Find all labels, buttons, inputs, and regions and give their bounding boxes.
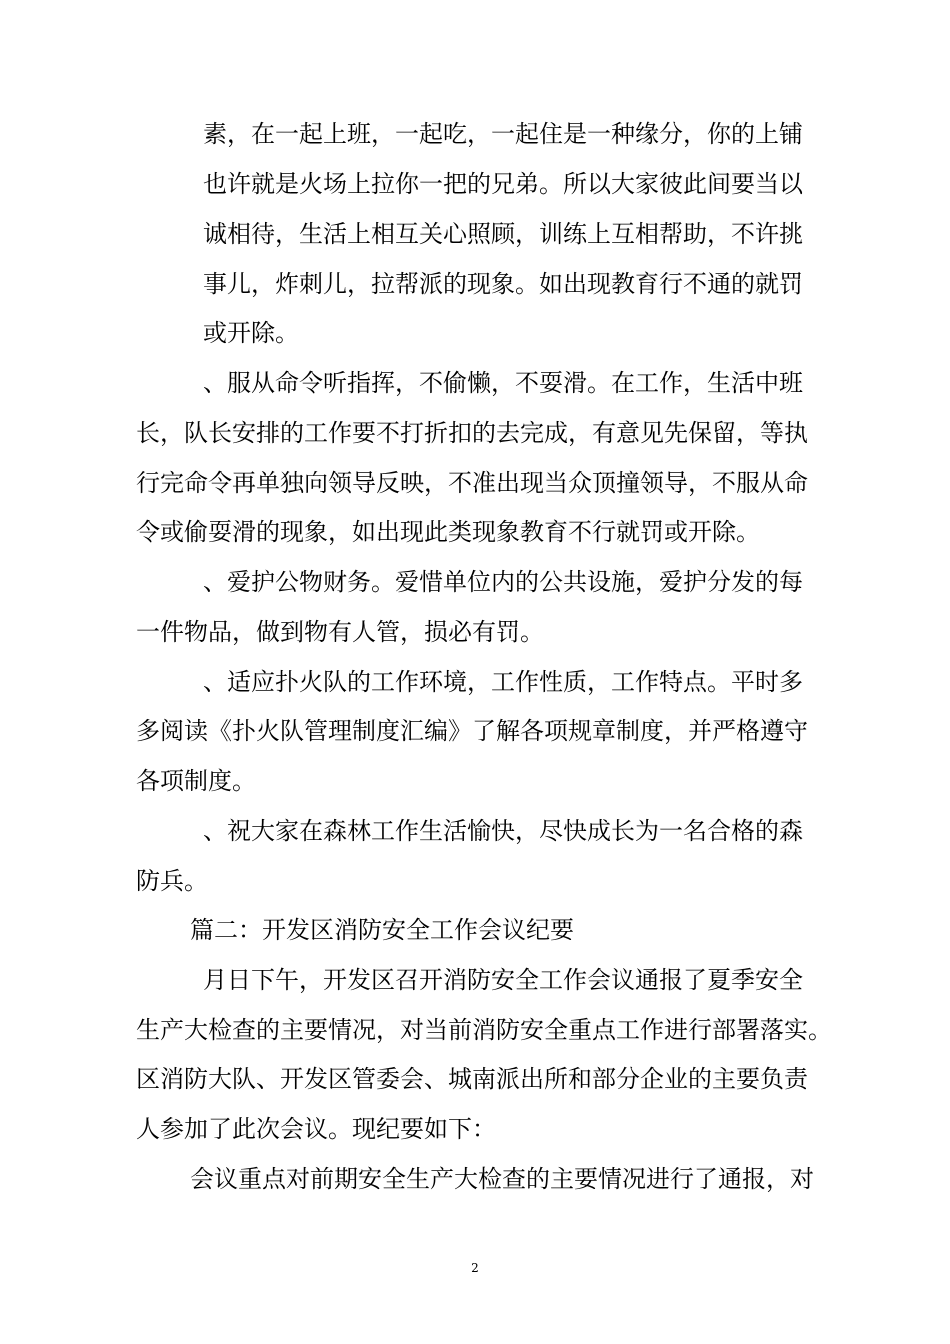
text-line: 各项制度。 [136,767,256,795]
text-line: 令或偷耍滑的现象，如出现此类现象教育不行就罚或开除。 [136,518,760,546]
text-line: 、爱护公物财务。爱惜单位内的公共设施，爱护分发的每 [203,568,803,596]
text-line: 人参加了此次会议。现纪要如下： [136,1115,496,1143]
text-line: 会议重点对前期安全生产大检查的主要情况进行了通报，对 [190,1165,814,1193]
text-line: 生产大检查的主要情况，对当前消防安全重点工作进行部署落实。 [136,1016,832,1044]
text-line: 行完命令再单独向领导反映，不准出现当众顶撞领导，不服从命 [136,469,808,497]
text-line: 素，在一起上班，一起吃，一起住是一种缘分，你的上铺 [203,120,803,148]
text-line: 诚相待，生活上相互关心照顾，训练上互相帮助，不许挑 [203,220,803,248]
text-line: 、服从命令听指挥，不偷懒，不耍滑。在工作，生活中班 [203,369,803,397]
text-line: 事儿，炸刺儿，拉帮派的现象。如出现教育行不通的就罚 [203,270,803,298]
section-heading: 篇二：开发区消防安全工作会议纪要 [190,916,574,944]
text-line: 月日下午，开发区召开消防安全工作会议通报了夏季安全 [203,966,803,994]
text-line: 也许就是火场上拉你一把的兄弟。所以大家彼此间要当以 [203,170,803,198]
page-number: 2 [471,1261,479,1275]
text-line: 、适应扑火队的工作环境，工作性质，工作特点。平时多 [203,668,803,696]
text-line: 或开除。 [203,319,299,347]
text-line: 区消防大队、开发区管委会、城南派出所和部分企业的主要负责 [136,1065,808,1093]
text-line: 一件物品，做到物有人管，损必有罚。 [136,618,544,646]
text-line: 长，队长安排的工作要不打折扣的去完成，有意见先保留，等执 [136,419,808,447]
text-line: 、祝大家在森林工作生活愉快，尽快成长为一名合格的森 [203,817,803,845]
text-line: 多阅读《扑火队管理制度汇编》了解各项规章制度，并严格遵守 [136,717,808,745]
text-line: 防兵。 [136,867,208,895]
